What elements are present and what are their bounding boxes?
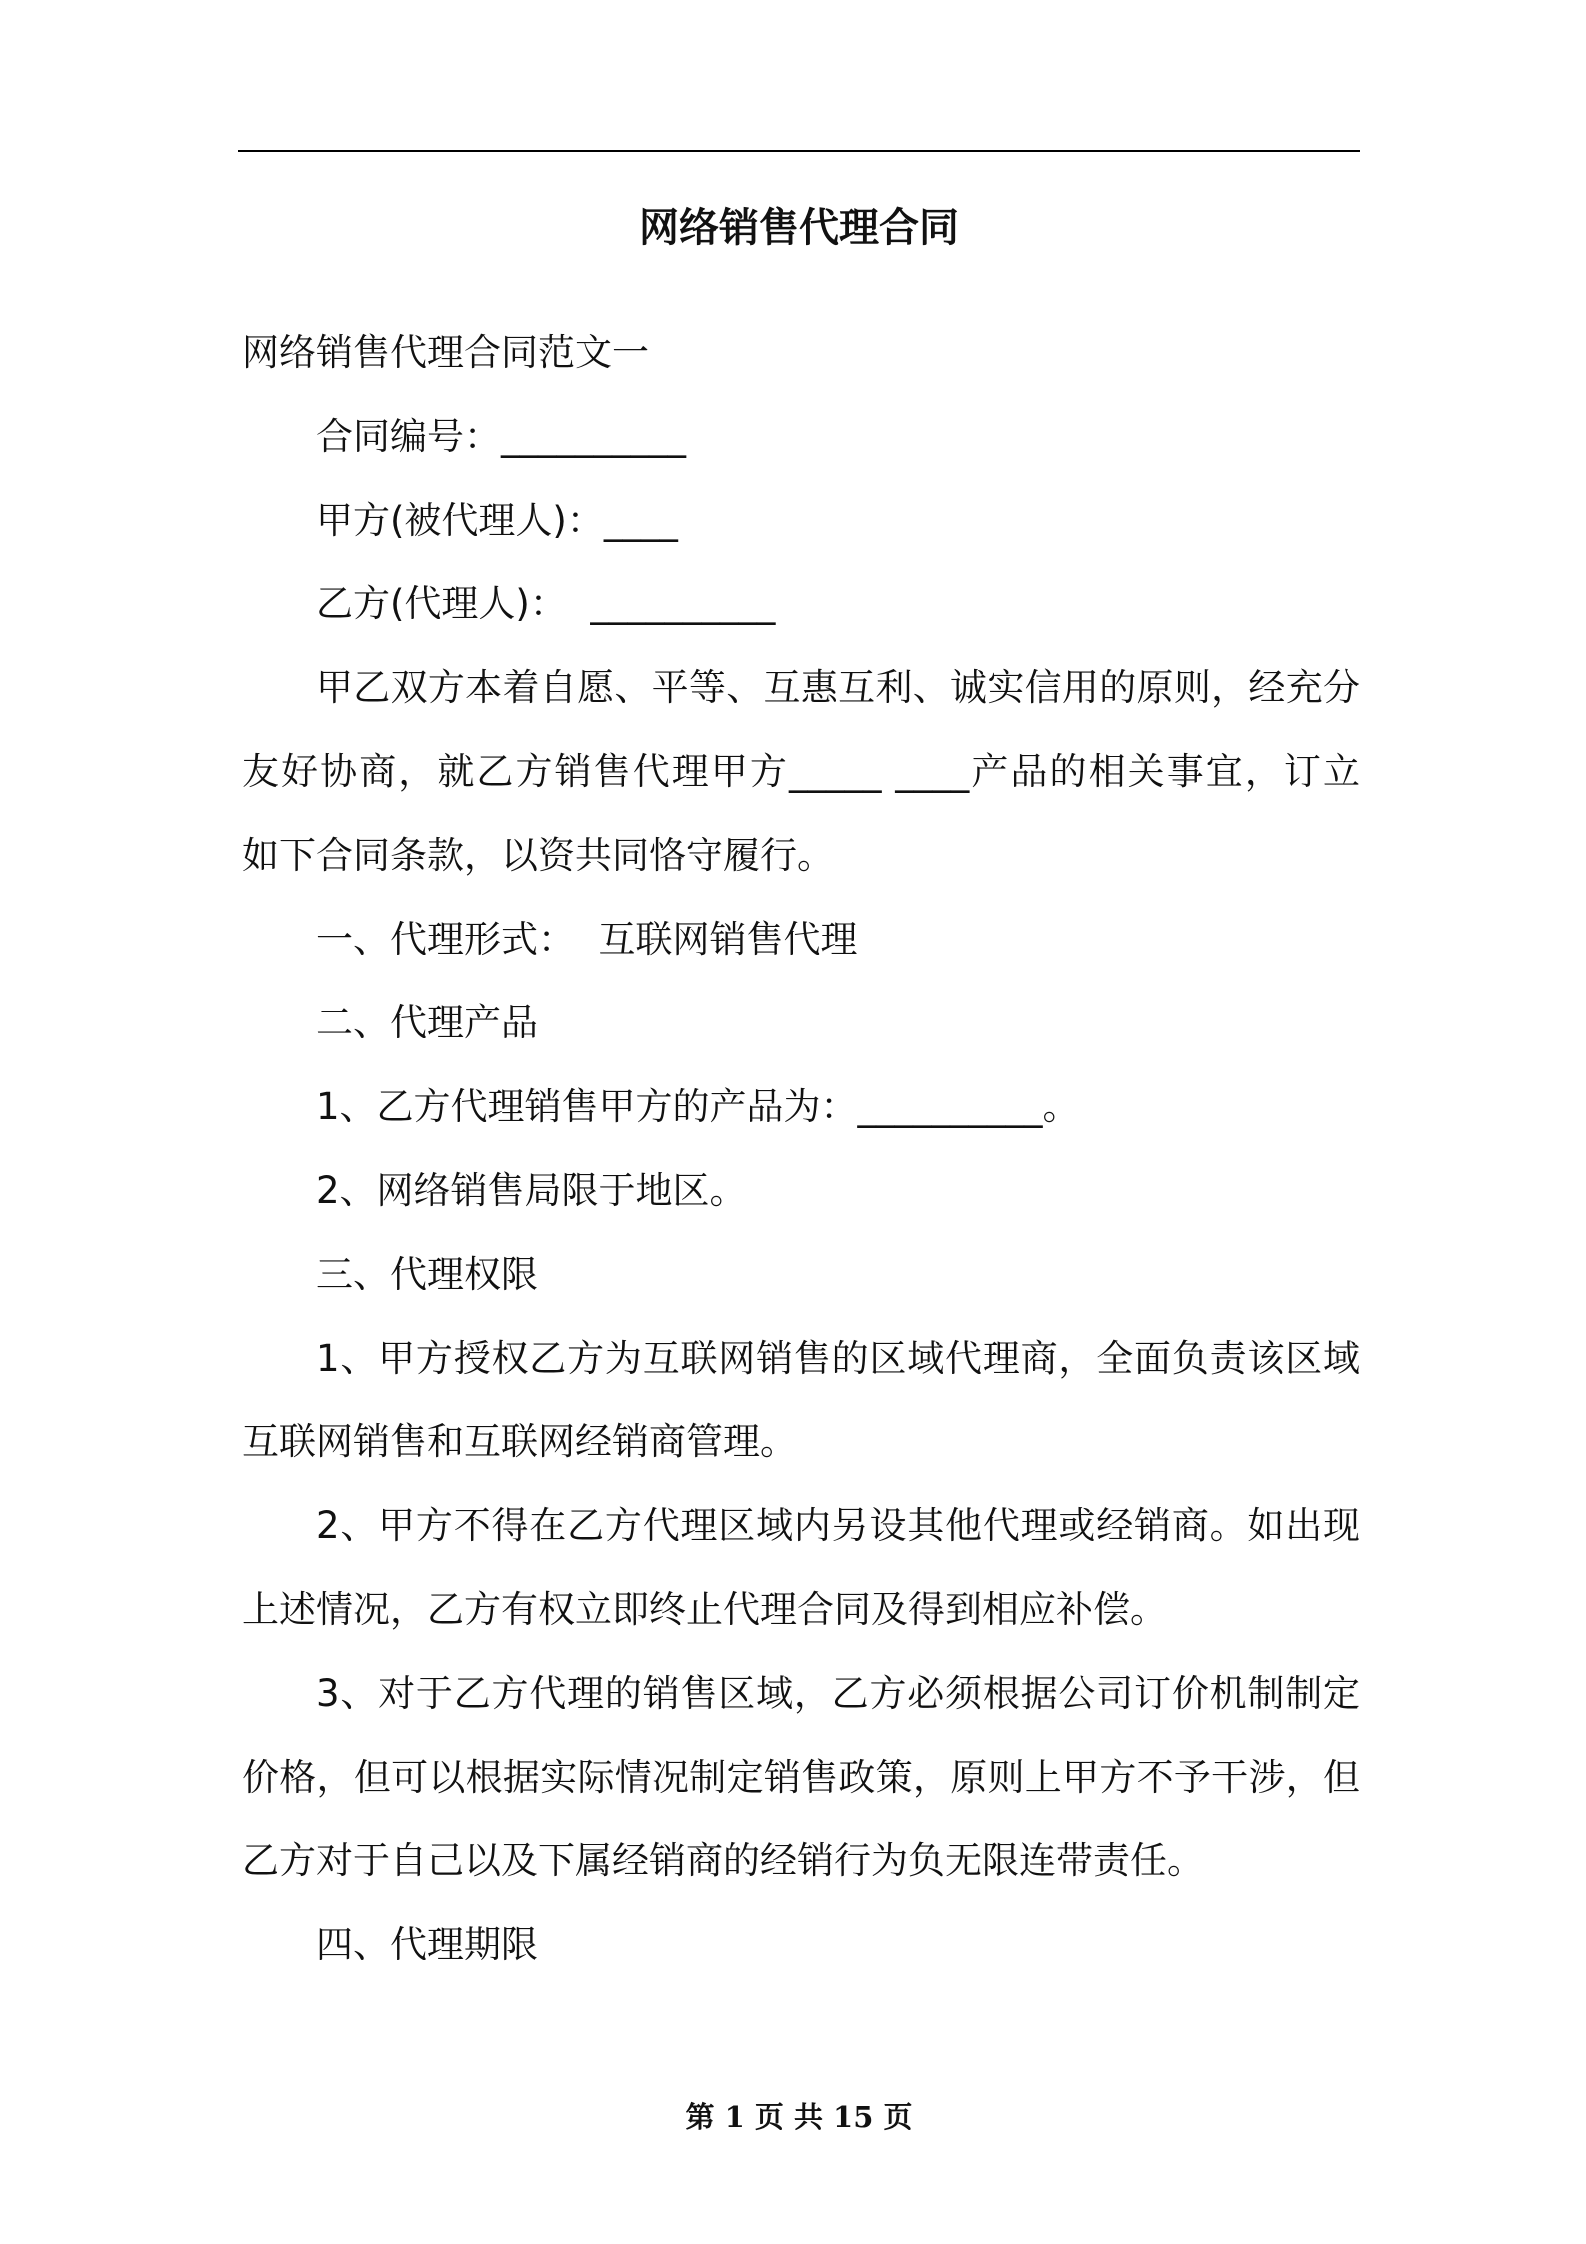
document-title: 网络销售代理合同 — [639, 205, 959, 251]
article-4-heading: 四、代理期限 — [316, 1923, 538, 1967]
page-number: 第 1 页 共 15 页 — [685, 2100, 913, 2134]
document-subheading: 网络销售代理合同范文一 — [242, 331, 649, 374]
article-3-clause-line: 乙方对于自己以及下属经销商的经销行为负无限连带责任。 — [242, 1839, 1204, 1883]
article-2-clause: 2、网络销售局限于地区。 — [316, 1168, 747, 1212]
intro-line: 甲乙双方本着自愿、平等、互惠互利、诚实信用的原则，经充分 — [316, 666, 1360, 710]
article-3-clause-line: 互联网销售和互联网经销商管理。 — [242, 1420, 797, 1464]
party-a-field: 甲方(被代理人)：____ — [316, 498, 678, 542]
contract-number-field: 合同编号：__________ — [316, 414, 686, 458]
article-3-clause-line: 3、对于乙方代理的销售区域，乙方必须根据公司订价机制制定 — [316, 1671, 1360, 1715]
intro-line: 友好协商，就乙方销售代理甲方_____ ____产品的相关事宜，订立 — [242, 749, 1360, 793]
article-2-heading: 二、代理产品 — [316, 1001, 538, 1045]
article-3-clause-line: 价格，但可以根据实际情况制定销售政策，原则上甲方不予干涉，但 — [242, 1755, 1360, 1799]
party-b-field: 乙方(代理人)： __________ — [316, 582, 776, 626]
article-3-clause-line: 1、甲方授权乙方为互联网销售的区域代理商，全面负责该区域 — [316, 1336, 1360, 1380]
document-body — [242, 311, 1360, 1987]
intro-line: 如下合同条款，以资共同恪守履行。 — [242, 833, 834, 877]
article-2-clause: 1、乙方代理销售甲方的产品为：__________。 — [316, 1085, 1080, 1129]
article-1-heading: 一、代理形式： 互联网销售代理 — [316, 917, 858, 961]
article-3-clause-line: 上述情况，乙方有权立即终止代理合同及得到相应补偿。 — [242, 1587, 1167, 1631]
article-3-heading: 三、代理权限 — [316, 1252, 538, 1296]
header-rule — [238, 150, 1360, 152]
article-3-clause-line: 2、甲方不得在乙方代理区域内另设其他代理或经销商。如出现 — [316, 1504, 1360, 1548]
